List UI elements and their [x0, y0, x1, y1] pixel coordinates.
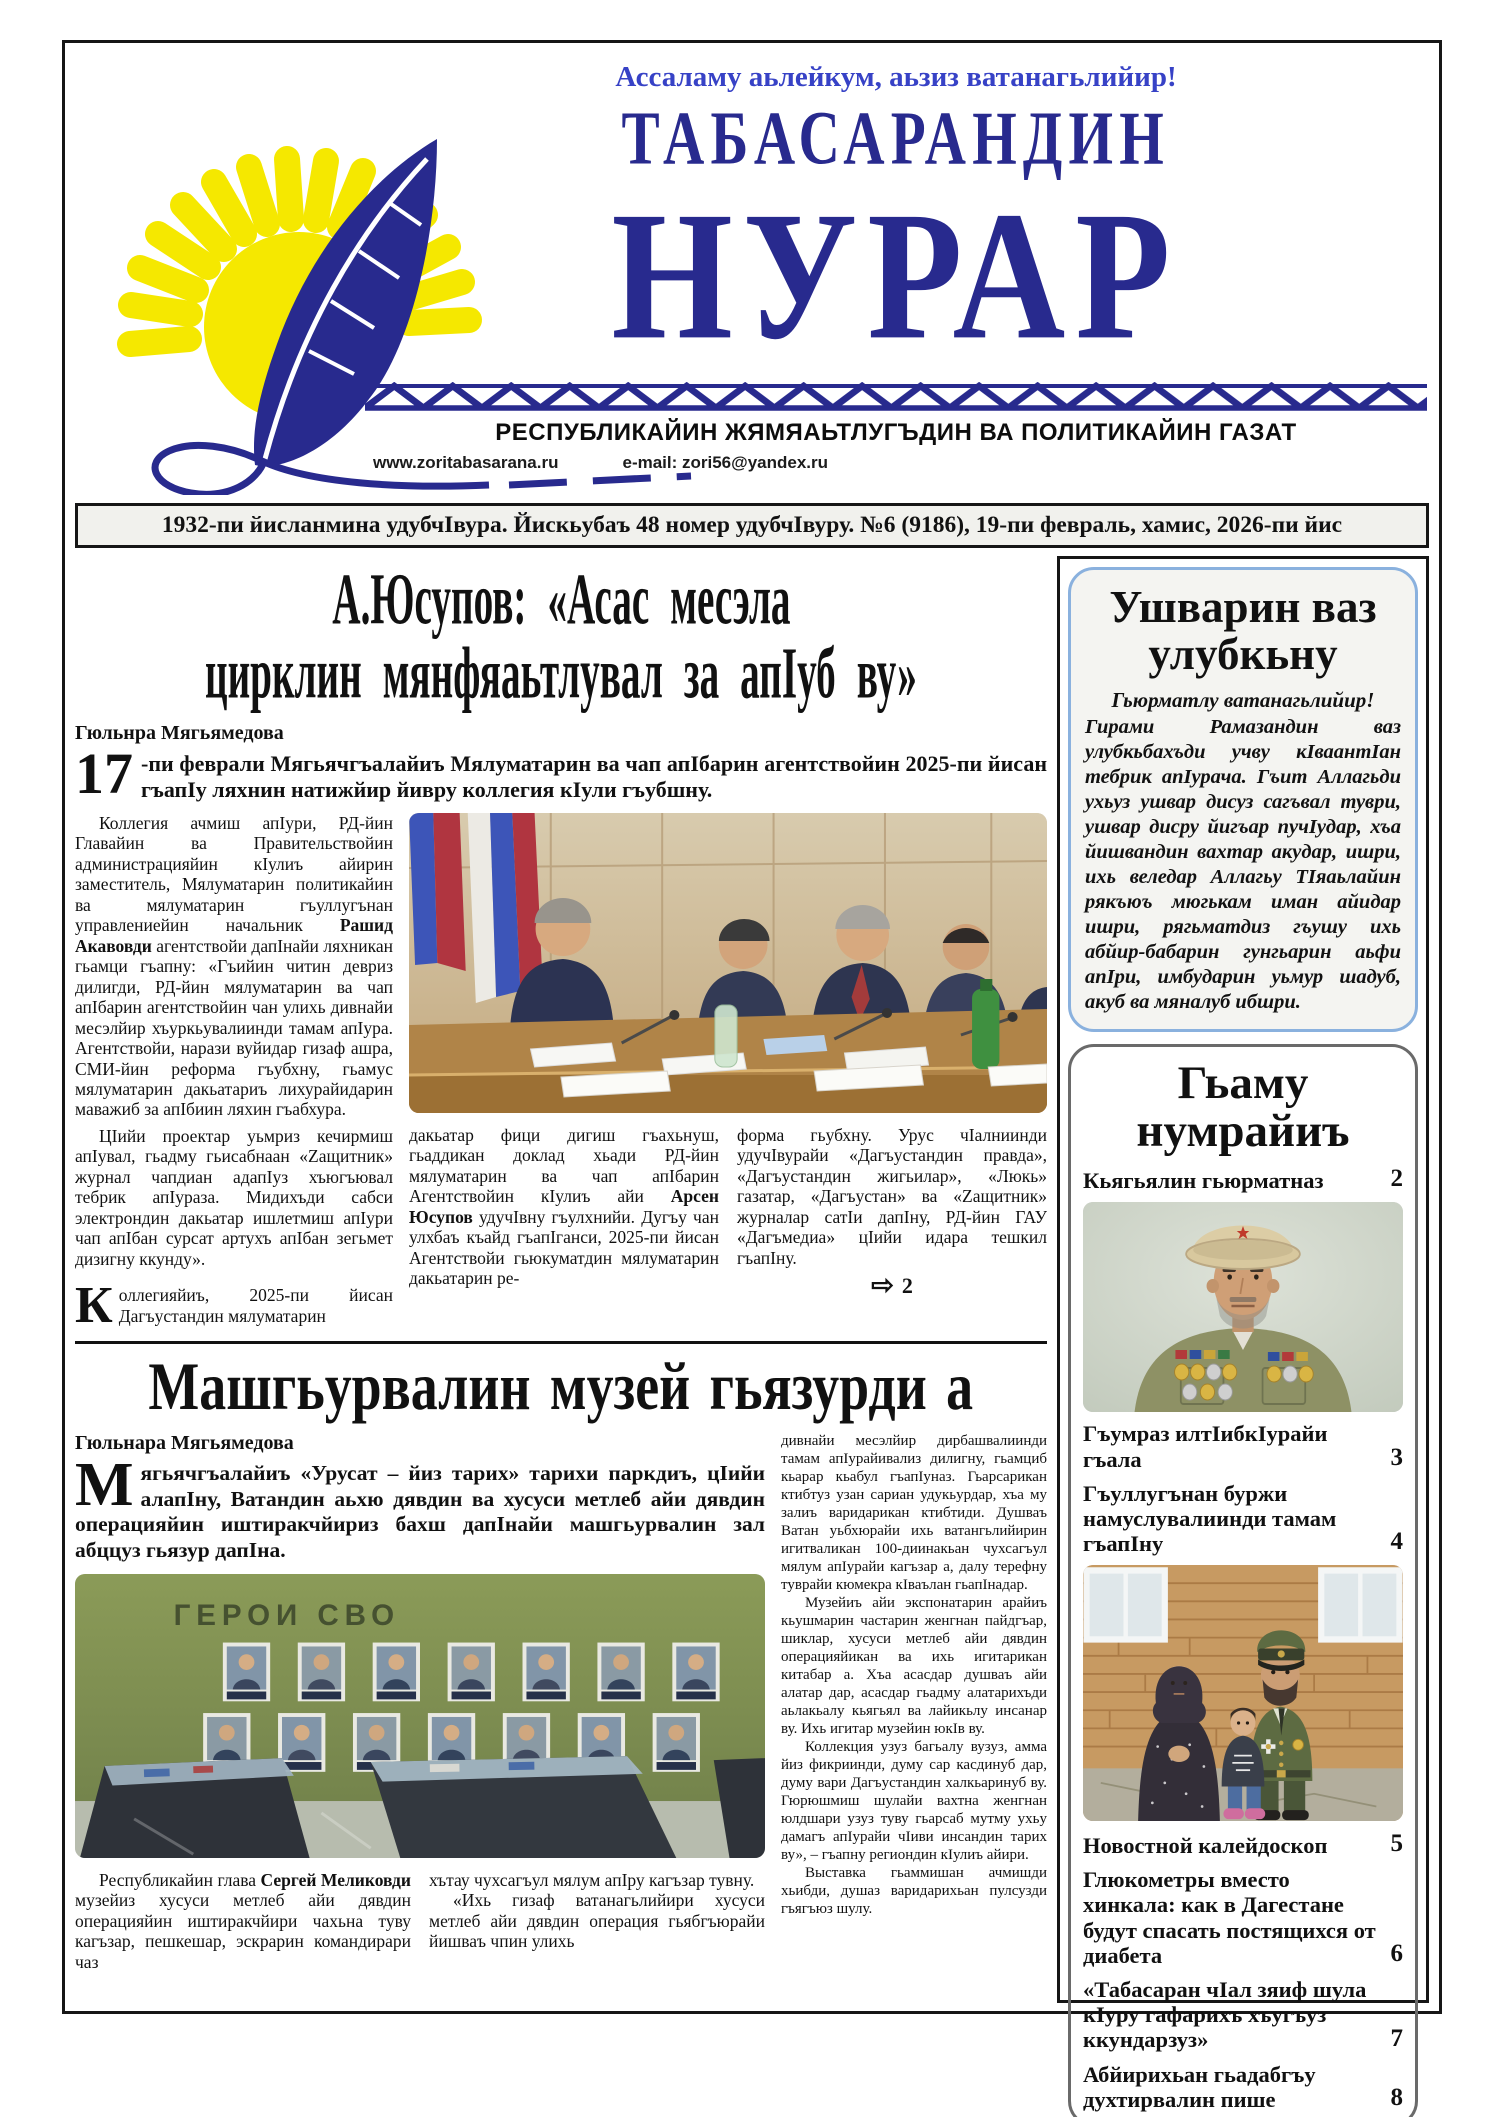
- article1-lead-text: -пи феврали Мягьячгъалайиъ Мялуматарин ва чап апIбарин агентствойин 2025-пи йисан гъапIу ляхнин натижйир йивру коллегия кIули гъубшну.: [141, 751, 1047, 802]
- toc-item: Глюкометры вместо хинкала: как в Дагестане будут спасать постящихся от диабета 6: [1083, 1867, 1403, 1968]
- article1-headline: [75, 557, 1047, 714]
- title-line-2-wrap: [365, 173, 1427, 378]
- in-this-issue-box: [1068, 1044, 1418, 2117]
- article2-paragraph: «Ихь гизаф ватанагьлийири хусуси метлеб айи дявдин операция гьябгъюрайи йишваъ чпин улихь: [429, 1890, 765, 1952]
- article2-lead: [75, 1450, 765, 1564]
- article2-byline: Гюльнара Мягьямедова: [75, 1431, 294, 1454]
- article2-paragraph: дивнайи месэлйир дирбашвалиинди тамам апIурайивализ дилигну, гьамциб кьарар кьабул гъапIуназ. Гьарсарикан ктибтуз узан сариан удукьурдар, хъа му залиъ варидарикан ктибтиди. Душваъ Ватан уьбхюрайи ихь ватангьлийирин игитваликан 100-диинакьан чухсагъул мялум апIурайи кагъзар а, далу терефну туврайи кюмекра кIваълан гьапIнадар.: [781, 1432, 1047, 1593]
- article1-lead-dropcap: 17: [75, 741, 133, 806]
- article2-below-photo-columns: [75, 1870, 765, 1972]
- toc-item: Абйирихьан гьадабгъу духтирвалин пише 8: [1083, 2061, 1403, 2112]
- veteran-portrait-photo: [1083, 1202, 1403, 1412]
- masthead-right: [365, 49, 1427, 473]
- ramadan-greeting-box: [1068, 567, 1418, 1032]
- article2-paragraph: Республикайин глава Сергей Меликовди музейиз хусуси метлеб айи дявдин операцияйин иштиракчйири чахьна туву кагъзар, пешкешар, эскрарин командирари чаз: [75, 1870, 411, 1972]
- article2-lead-text: ягьячгъалайиъ «Урусат – йиз тарих» тарихи паркдиъ, цIийи алапIну, Ватандин аьхю дявдин ва хусуси метлеб айи дявдин операцияйин иштиракчйириз бахш дапIнайи машгьурвалин зал абццуз гьязур дапIна.: [75, 1460, 765, 1563]
- toc-item: «Табасаран чIал зяиф шула кIуру гафарихъ хъугъуз ккундарзуз» 7: [1083, 1977, 1403, 2053]
- article1-paragraph: К оллегияйиъ, 2025-пи йисан Дагъустандин мялуматарин: [75, 1277, 393, 1335]
- article-divider: [75, 1341, 1047, 1344]
- toc-item: Гъуллугънан буржи намуслувалиинди тамам гъапIну 4: [1083, 1480, 1403, 1557]
- main-column: [75, 556, 1047, 2003]
- article2-column-b: [429, 1870, 765, 1972]
- ornament-band: [365, 382, 1427, 412]
- continued-page-number: 2: [901, 1272, 913, 1298]
- greeting-box-title: Ушварин ваз улубкьну: [1109, 582, 1377, 679]
- article1-paragraph: форма гьубхну. Урус чIалниинди удучIвурайи «Дагъустандин правда», «Дагъустандин жигьилар», «Люкь» газатар, «Дагъустан» ва «Zащитник» журналар сатIи дапIну, РД-йин ГАУ «Дагъмедиа» цIийи идара тешкил гъапIну.: [737, 1124, 1047, 1268]
- family-photo: [1083, 1565, 1403, 1821]
- issue-box-title: Гьаму нумрайиъ: [1136, 1056, 1350, 1158]
- sidebar: [1057, 556, 1429, 2112]
- article2-paragraph: хътау чухсагъул мялум апIру кагъзар тувну.: [429, 1870, 755, 1890]
- website-text: www.zoritabasarana.ru: [373, 453, 559, 472]
- title-line-1-wrap: [365, 95, 1427, 184]
- article2-lead-dropcap: М: [75, 1450, 134, 1519]
- meeting-photo: [409, 813, 1047, 1113]
- article2-headline: [75, 1348, 1047, 1428]
- museum-photo: [75, 1574, 765, 1858]
- masthead-greeting: Ассаламу аьлейкум, аьзиз ватанагьлийир!: [615, 61, 1177, 93]
- article2-paragraph: Музейиъ айи экспонатарин арайиъ кьушмарин частарин женгнан пайдгъар, шиклар, хусуси метлеб айи дявдин операцияйикан ва ихь игитарикан китабар а. Хъа асасдар душваъ айи алатар дар, асасдар гьадму алатарихъди аьлакьалу кьягьял ва лайикьлу инсанар ву. Ихь игитар музейин юкIв ву.: [781, 1594, 1047, 1737]
- toc-item: Новостной калейдоскоп 5: [1083, 1830, 1403, 1859]
- article1-headline-line1: А.Юсупов: «Асас месэла: [331, 557, 791, 640]
- continued-on-page: [737, 1272, 1047, 1299]
- article-museum: [75, 1348, 1047, 1973]
- newspaper-title-line-2: НУРАР: [611, 173, 1181, 378]
- article1-paragraph: ЦIийи проектар уьмриз кечирмиш апIувал, гьадму гьисабнаан «Zащитник» журнал чапдиан адапIуз хъюгъювал тебрик апIураза. Мидихъди сабси электрондин дакьатар ишлетмиш апIури чап апIбан сурсат артухъ апIбан зегьмет дизигну ккунду».: [75, 1125, 393, 1269]
- issue-info-bar: 1932-пи йисланмина удубчIвура. Йискьубаъ 48 номер удубчIвуру. №6 (9186), 19-пи февраль, хамис, 2026-пи йис: [75, 503, 1429, 548]
- masthead: [75, 49, 1429, 501]
- article2-paragraph: Коллекция узуз багьалу вузуз, амма йиз фикриинди, думу сар касдинуб дар, думу вари Дагъустандин халкьаринуб ву. Гюрюшмиш шулайи вахтна женгнан юлдшари узуз туву гьарсаб мутму ухьу дамагъ апIурайи чIиви инсандин тарих ву», – гъапну региондин кIулиъ айири.: [781, 1738, 1047, 1863]
- content-area: [75, 556, 1429, 2112]
- article1-dropcap-k: К: [75, 1277, 113, 1335]
- newspaper-title-line-1: ТАБАСАРАНДИН: [621, 95, 1171, 181]
- article2-left-part: [75, 1432, 765, 1973]
- toc-item: Гъумраз илтIибкIурайи гъала 3: [1083, 1421, 1403, 1472]
- article1-paragraph: Коллегия ачмиш апIури, РД-йин Главайин ва Правительствойин администрацияйин кIулиъ айирин заместитель, Мялуматарин политикайин ва мялуматарин гъуллугънан управлениейин начальник Рашид Акавовди агентствойи дапIнайи ляхникан гьамци гъапну: «Гъийин читин девриз дилигди, РД-йин мялуматарин ва чап апIбарин агентствойин чан улихь дивнайи месэлйир хъуркьувалиинди тамам апIура. Агентствойи, нарази вуйидар гизаф ашра, СМИ-йин реформа гъубхну, гьамус мялуматарин дакьатариъ лихурайидарин маважиб за апIбиин ляхин гъабхура.: [75, 812, 393, 1120]
- email-text: e-mail: zori56@yandex.ru: [622, 453, 829, 472]
- article1-headline-line2: цирклин мянфяаьтлувал за апIуб ву»: [205, 631, 917, 714]
- contact-line: [365, 453, 1427, 473]
- article1-column-2: [409, 1125, 719, 1299]
- continued-arrow-icon: ⇨: [871, 1270, 894, 1301]
- greeting-box-text: Гирами Рамазандин ваз улубкьбахъди учву кIваантIан тебрик апIурача. Гъит Аллагьди ухьуз ушвар дисуз сагъвал туври, ушвар дисру йигъар пучIудар, хъа йишвандин вахтар акудар, ишри, ихь веледар Аллагьу ТIяаьлайин рякъюъ мюгькам иман айидар ишри, рягьматдиз гъушу ихь абйир-бабарин гунгьарин аьфи апIри, имбударин уьмур шадуб, акуб ва мяналуб ибшри.: [1085, 715, 1401, 1013]
- article1-right-part: [409, 813, 1047, 1327]
- toc-item: Кьягьялин гьюрматназ 2: [1083, 1165, 1403, 1194]
- article2-headline-text: Машгьурвалин музей гьязурди а: [148, 1348, 974, 1424]
- article1-body: [75, 812, 1047, 1335]
- article1-lead: [75, 741, 1047, 806]
- article2-body: [75, 1432, 1047, 1973]
- greeting-box-salutation: Гьюрматлу ватанагьлийир!: [1111, 687, 1375, 712]
- article1-below-photo-columns: [409, 1125, 1047, 1299]
- article1-column-1: [75, 812, 393, 1335]
- article2-right-column: [781, 1432, 1047, 1973]
- article2-column-a: [75, 1870, 411, 1972]
- article1-paragraph: дакьатар фици дигиш гъахьнуш, гьаддикан доклад хьади РД-йин мялуматарин ва чап апIбарин Агентствойин кIулиъ айи Арсен Юсупов удучIвну гъулхнийи. Дугъу чан улхбаъ къайд гъапIганси, 2025-пи йисан Агентствойи гьюкуматдин мялуматарин дакьатарин ре-: [409, 1124, 719, 1289]
- article2-paragraph: Выставка гьаммишан ачмишди хьибди, душаз варидарихьан пулсузди гъягъюз шулу.: [781, 1864, 1047, 1917]
- page-frame: [62, 40, 1442, 2112]
- newspaper-tagline: РЕСПУБЛИКАЙИН ЖЯМЯАЬТЛУГЪДИН ВА ПОЛИТИКАЙИН ГАЗАТ: [495, 419, 1297, 446]
- article1-byline: Гюльнра Мягьямедова: [75, 722, 284, 744]
- museum-wall-text: ГЕРОИ СВО: [173, 1599, 401, 1632]
- article1-column-3: [737, 1125, 1047, 1299]
- article-collegium: [75, 556, 1047, 1335]
